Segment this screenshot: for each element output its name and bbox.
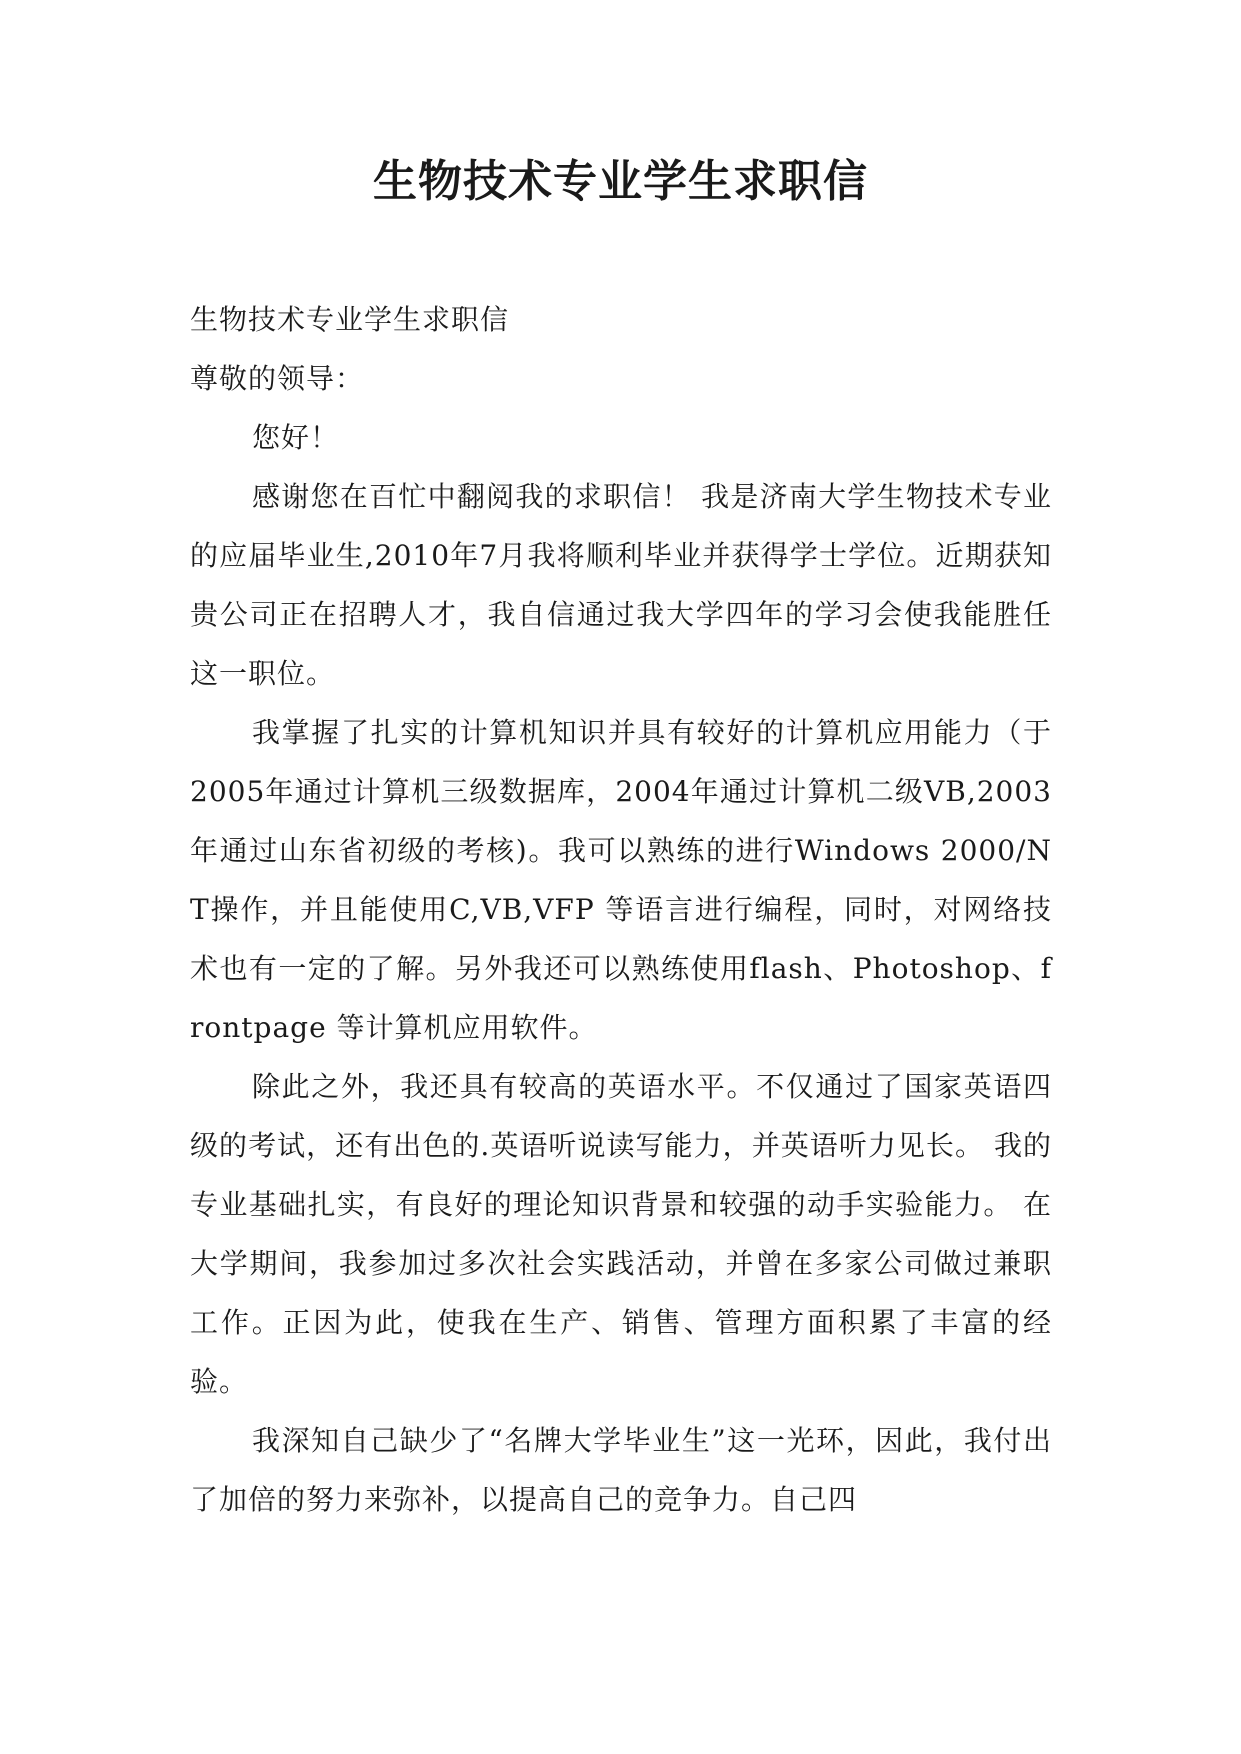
salutation: 尊敬的领导： [190, 362, 365, 395]
paragraph-english-and-experience: 除此之外，我还具有较高的英语水平。不仅通过了国家英语四级的考试，还有出色的.英语听说读写能力，并英语听力见长。 我的专业基础扎实，有良好的理论知识背景和较强的动手实验能力。 在大学期间，我参加过多次社会实践活动，并曾在多家公司做过兼职工作。正因为此，使我在生产、销售、管理方面积累了丰富的经验。 [190, 1070, 1052, 1398]
paragraph-introduction: 感谢您在百忙中翻阅我的求职信！ 我是济南大学生物技术专业的应届毕业生,2010年7月我将顺利毕业并获得学士学位。近期获知贵公司正在招聘人才，我自信通过我大学四年的学习会使我能胜任这一职位。 [190, 480, 1052, 690]
body-heading-line: 生物技术专业学生求职信 [190, 303, 510, 336]
greeting: 您好！ [252, 421, 340, 454]
paragraph-computer-skills: 我掌握了扎实的计算机知识并具有较好的计算机应用能力（于2005年通过计算机三级数据库，2004年通过计算机二级VB,2003年通过山东省初级的考核)。我可以熟练的进行Windows 2000/NT操作，并且能使用C,VB,VFP 等语言进行编程，同时，对网络技术也有一定的了解。另外我还可以熟练使用flash、Photoshop、frontpage 等计算机应用软件。 [190, 716, 1052, 1044]
document-title: 生物技术专业学生求职信 [373, 156, 868, 207]
document-body [190, 290, 1052, 1529]
paragraph-effort: 我深知自己缺少了“名牌大学毕业生”这一光环，因此，我付出了加倍的努力来弥补，以提高自己的竞争力。自己四 [190, 1424, 1052, 1516]
